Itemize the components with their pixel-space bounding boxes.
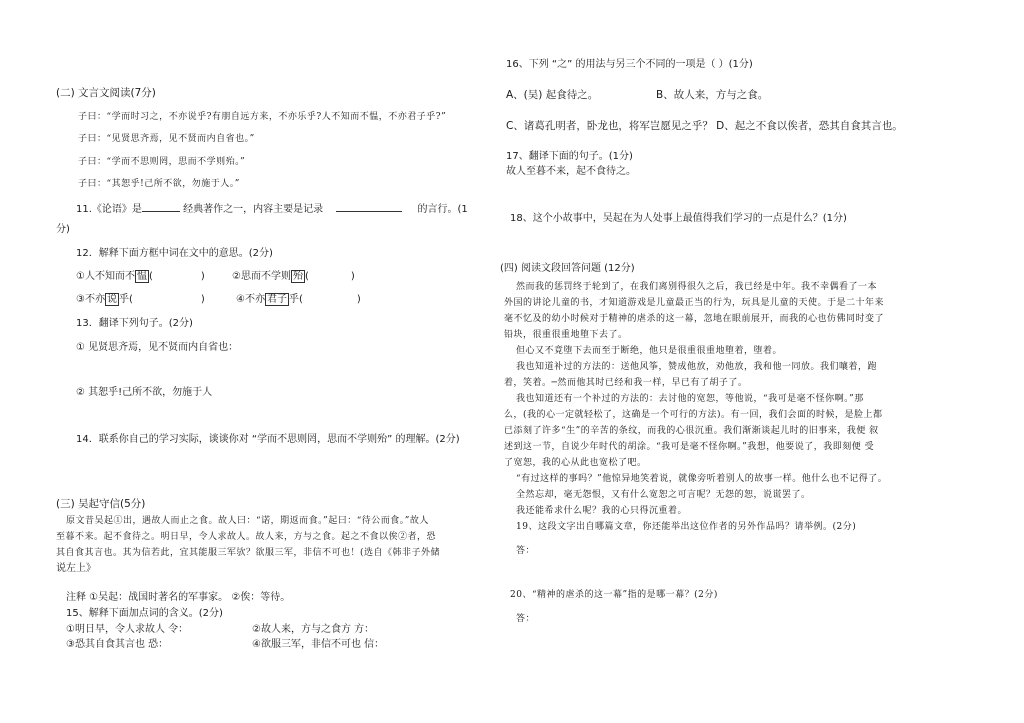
annotation-note: 注释 ①吴起：战国时著名的军事家。 ②俟：等待。: [66, 592, 291, 603]
passage-line: 已添刻了许多“生”的辛苦的条纹，而我的心很沉重。我们渐渐谈起儿时的旧事来，我便 叙: [504, 426, 879, 436]
q11-blank-1[interactable]: [142, 201, 180, 212]
boxed-word: 君子: [266, 294, 287, 305]
q12-item-paren: ): [356, 294, 361, 305]
q16-option-b: B、故人来，方与之食。: [656, 89, 769, 101]
q13-sentence-2: ② 其恕乎!己所不欲，勿施于人: [76, 387, 213, 398]
q12-item-1: [76, 270, 205, 284]
question-16: 16、下列 “之” 的用法与另三个不同的一项是（ ）(1分): [506, 59, 753, 70]
q11-part-a: 11.《论语》是: [76, 204, 142, 215]
q12-item-paren: ): [350, 271, 355, 282]
quote-line: 子曰：“学而时习之，不亦说乎?有朋自远方来，不亦乐乎?人不知而不愠，不亦君子乎?”: [78, 112, 447, 122]
passage-line: 着，笑着。─然而他其时已经和我一样，早已有了胡子了。: [504, 378, 748, 388]
passage-line: 述到这一节，自说少年时代的胡涂。“我可是毫不怪你啊。”我想，他要说了，我即刻便 受: [504, 442, 875, 452]
passage-line: 外国的讲论儿童的书，才知道游戏是儿童最正当的行为，玩具是儿童的天使。于是二十年来: [504, 298, 885, 308]
q12-item-paren: ): [200, 294, 205, 305]
q12-item-text: ④不亦: [236, 294, 265, 305]
quote-line: 子曰：“其恕乎!己所不欲，勿施于人。”: [78, 179, 240, 189]
passage-line: 然而我的惩罚终于轮到了，在我们离别得很久之后，我已经是中年。我不幸偶看了一本: [516, 282, 878, 292]
question-19: 19、这段文字出自哪篇文章，你还能举出这位作者的另外作品吗？请举例。(2分): [516, 522, 857, 532]
question-12: 12．解释下面方框中词在文中的意思。(2分): [76, 248, 273, 259]
question-20: 20、“精神的虐杀的这一幕”指的是哪一幕？(2分): [510, 590, 718, 600]
question-13: 13．翻译下列句子。(2分): [76, 318, 193, 329]
q12-item-3: [76, 293, 205, 307]
section-2-title: (二) 文言文阅读(7分): [56, 87, 156, 99]
q17-sentence: 故人至暮不来，起不食待之。: [506, 166, 636, 177]
section-4-title: (四) 阅读文段回答问题 (12分): [500, 263, 635, 274]
passage-line: 么，(我的心一定就轻松了，这确是一个可行的方法)。有一回，我们会面的时候，是脸上都: [504, 410, 883, 420]
boxed-word: 说: [106, 294, 117, 305]
story-line: 原文昔吴起①出，遇故人而止之食。故人曰：“诺，期返而食。”起曰：“待公而食。”故人: [66, 516, 429, 526]
question-11: [76, 201, 468, 217]
q12-item-2: [232, 270, 355, 284]
q20-answer-label[interactable]: 答：: [516, 614, 536, 624]
section-3-title: (三) 吴起守信(5分): [56, 498, 146, 510]
question-15: 15、解释下面加点词的含义。(2分): [66, 608, 223, 619]
quote-line: 子曰：“见贤思齐焉，见不贤而内自省也。”: [78, 134, 255, 144]
question-18: 18、这个小故事中，吴起在为人处事上最值得我们学习的一点是什么？(1分): [510, 213, 847, 224]
q16-option-cd: C、诸葛孔明者，卧龙也，将军岂愿见之乎？ D、起之不食以俟者，恐其自食其言也。: [506, 120, 903, 132]
q11-part-b: 经典著作之一，内容主要是记录: [183, 204, 324, 215]
passage-line: 我还能希求什么呢？我的心只得沉重着。: [516, 506, 688, 516]
q16-option-a: A、(吴) 起食待之。: [506, 89, 599, 101]
q12-item-paren: ): [200, 271, 205, 282]
q15-item-2: ②故人来，方与之食方 方：: [252, 624, 375, 635]
story-line: 说左上》: [56, 563, 96, 574]
passage-line: 我也知道补过的方法的：送他风筝，赞成他放，劝他放，我和他一同放。我们嚷着，跑: [516, 362, 878, 372]
passage-line: “有过这样的事吗？”他惊异地笑着说，就像旁听着别人的故事一样。他什么也不记得了。: [516, 474, 888, 484]
quote-line: 子曰：“学而不思则罔，思而不学则殆。”: [78, 157, 246, 167]
boxed-word: 愠: [136, 271, 147, 282]
q12-item-paren: (: [304, 271, 309, 282]
q12-item-paren: 乎(: [118, 294, 133, 305]
boxed-word: 殆: [292, 271, 303, 282]
q12-item-4: [236, 293, 361, 307]
passage-line: 铅块，很重很重地堕下去了。: [504, 330, 628, 340]
q15-item-3: ③恐其自食其言也 恐：: [66, 639, 169, 650]
q13-sentence-1: ① 见贤思齐焉，见不贤而内自省也：: [76, 342, 239, 353]
story-line: 至暮不来。起不食待之。明日早，令人求故人。故人来，方与之食。起之不食以俟②者，恐: [56, 532, 437, 542]
q12-item-paren: 乎(: [288, 294, 303, 305]
passage-line: 但心又不竟堕下去而至于断绝，他只是很重很重地堕着，堕着。: [516, 346, 783, 356]
q11-part-c: 的言行。(1: [417, 204, 468, 215]
q12-item-text: ①人不知而不: [76, 271, 135, 282]
q12-item-paren: (: [148, 271, 153, 282]
q12-item-text: ③不亦: [76, 294, 105, 305]
passage-line: 了宽恕，我的心从此也宽松了吧。: [504, 458, 647, 468]
q11-tail: 分): [56, 224, 70, 235]
q11-blank-2[interactable]: [336, 201, 402, 212]
q19-answer-label[interactable]: 答：: [516, 546, 536, 556]
passage-line: 全然忘却，毫无怨恨，又有什么宽恕之可言呢？无怨的恕，说谎罢了。: [516, 490, 811, 500]
question-14: 14．联系你自己的学习实际，谈谈你对 “学而不思则罔，思而不学则殆” 的理解。(2分): [76, 434, 460, 445]
story-line: 其自食其言也。其为信若此，宜其能服三军欤？欲服三军，非信不可也！(选自《韩非子外储: [56, 548, 441, 558]
q12-item-text: ②思而不学则: [232, 271, 291, 282]
passage-line: 毫不忆及的幼小时候对于精神的虐杀的这一幕，忽地在眼前展开，而我的心也仿佛同时变了: [504, 314, 885, 324]
q15-item-1: ①明日早，令人求故人 令：: [66, 624, 189, 635]
q15-item-4: ④欲服三军，非信不可也 信：: [252, 639, 385, 650]
passage-line: 我也知道还有一个补过的方法的：去讨他的宽恕，等他说，“我可是毫不怪你啊。”那: [516, 394, 864, 404]
question-17: 17、翻译下面的句子。(1分): [506, 151, 633, 162]
